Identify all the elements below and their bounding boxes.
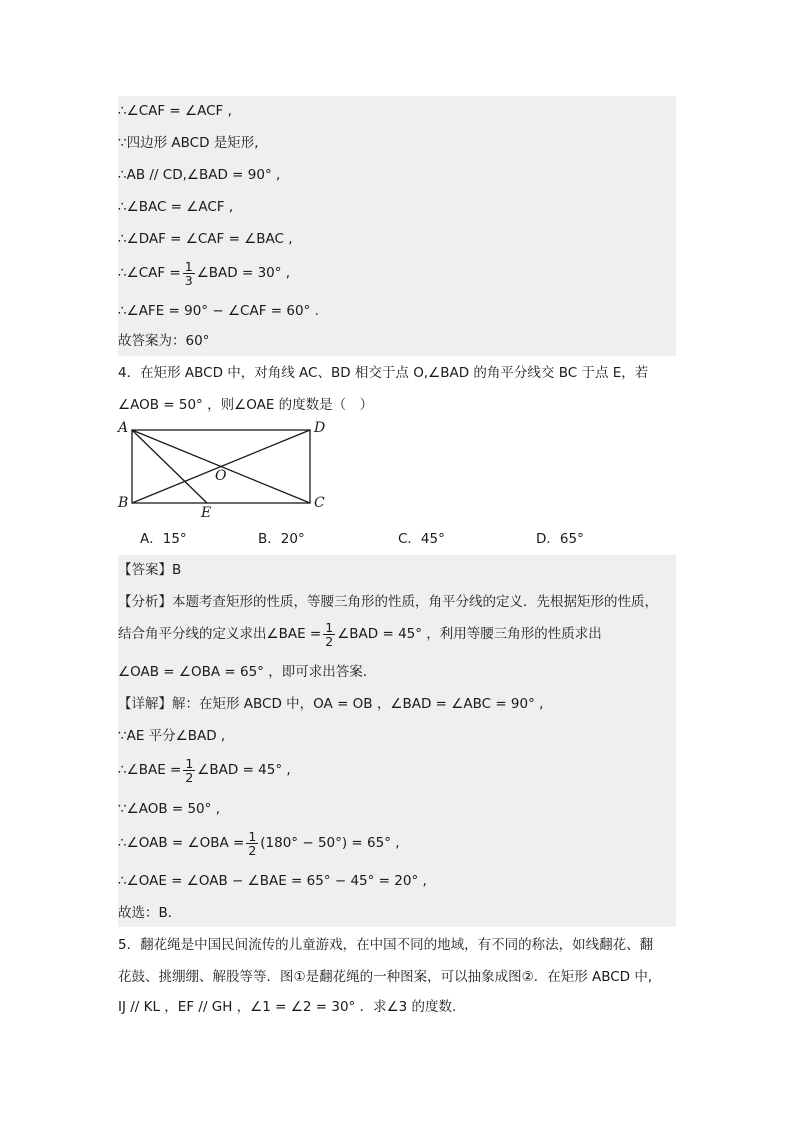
- question-4-line-2: ∠AOB = 50° ，则∠OAE 的度数是（ ）: [118, 397, 374, 413]
- fraction-one-half: $\frac{1}{2}$: [185, 755, 194, 785]
- solution-line-5: ∴∠DAF = ∠CAF = ∠BAC ,: [118, 231, 293, 247]
- question-5-line-3: IJ // KL ，EF // GH ，∠1 = ∠2 = 30° ．求∠3 的度数．: [118, 999, 466, 1015]
- detail-line-2: ∵AE 平分∠BAD ,: [118, 728, 226, 744]
- question-5-line-1: 5．翻花绳是中国民间流传的儿童游戏，在中国不同的地域，有不同的称法，如线翻花、翻: [118, 937, 654, 953]
- detail-line-3: [118, 756, 291, 784]
- analysis-line-2-pre: 结合角平分线的定义求出∠BAE =: [118, 626, 322, 642]
- label-e: E: [201, 505, 212, 518]
- detail-line-4: ∵∠AOB = 50° ,: [118, 801, 220, 817]
- detail-line-5: [118, 829, 400, 857]
- solution-final-answer: 故答案为：60°: [118, 333, 210, 349]
- fraction-one-half: $\frac{1}{2}$: [325, 619, 334, 649]
- solution-line-7: ∴∠AFE = 90° − ∠CAF = 60° .: [118, 303, 319, 319]
- answer-line: 【答案】B: [118, 562, 182, 578]
- detail-line-7: 故选：B．: [118, 905, 182, 921]
- option-d[interactable]: D．65°: [536, 531, 584, 547]
- solution-line-6: [118, 259, 290, 287]
- label-o: O: [215, 468, 227, 484]
- option-a[interactable]: A．15°: [140, 531, 187, 547]
- question-5-line-2: 花鼓、挑绷绷、解股等等．图①是翻花绳的一种图案，可以抽象成图②．在矩形 ABCD 中,: [118, 969, 653, 985]
- detail-line-5-post: (180° − 50°) = 65° ,: [260, 835, 400, 851]
- fraction-one-half: $\frac{1}{2}$: [248, 828, 257, 858]
- option-c[interactable]: C．45°: [398, 531, 445, 547]
- solution-line-3: ∴AB // CD,∠BAD = 90° ,: [118, 167, 281, 183]
- solution-line-4: ∴∠BAC = ∠ACF ,: [118, 199, 234, 215]
- question-4-line-1: 4．在矩形 ABCD 中，对角线 AC、BD 相交于点 O,∠BAD 的角平分线交 BC 于点 E，若: [118, 365, 649, 381]
- detail-line-3-post: ∠BAD = 45° ,: [197, 762, 291, 778]
- option-b[interactable]: B．20°: [258, 531, 305, 547]
- analysis-line-3: ∠OAB = ∠OBA = 65° ，即可求出答案．: [118, 664, 377, 680]
- detail-line-1: 【详解】解：在矩形 ABCD 中，OA = OB ，∠BAD = ∠ABC = 90° ,: [118, 696, 544, 712]
- label-a: A: [118, 420, 129, 436]
- rectangle-figure: [115, 418, 335, 518]
- solution-line-6-post: ∠BAD = 30° ,: [196, 265, 291, 281]
- label-d: D: [314, 420, 326, 436]
- detail-line-3-pre: ∴∠BAE =: [118, 762, 182, 778]
- solution-line-2: ∵四边形 ABCD 是矩形,: [118, 135, 259, 151]
- analysis-line-2: [118, 620, 602, 648]
- fraction-one-third: $\frac{1}{3}$: [184, 258, 193, 288]
- solution-line-1: ∴∠CAF = ∠ACF ,: [118, 103, 232, 119]
- analysis-line-1: 【分析】本题考查矩形的性质，等腰三角形的性质，角平分线的定义．先根据矩形的性质，: [118, 594, 658, 610]
- detail-line-6: ∴∠OAE = ∠OAB − ∠BAE = 65° − 45° = 20° ,: [118, 873, 427, 889]
- label-c: C: [314, 495, 325, 511]
- detail-line-5-pre: ∴∠OAB = ∠OBA =: [118, 835, 245, 851]
- analysis-line-2-post: ∠BAD = 45° ，利用等腰三角形的性质求出: [337, 626, 602, 642]
- label-b: B: [118, 495, 129, 511]
- bisector-ae: [132, 430, 207, 503]
- solution-line-6-pre: ∴∠CAF =: [118, 265, 181, 281]
